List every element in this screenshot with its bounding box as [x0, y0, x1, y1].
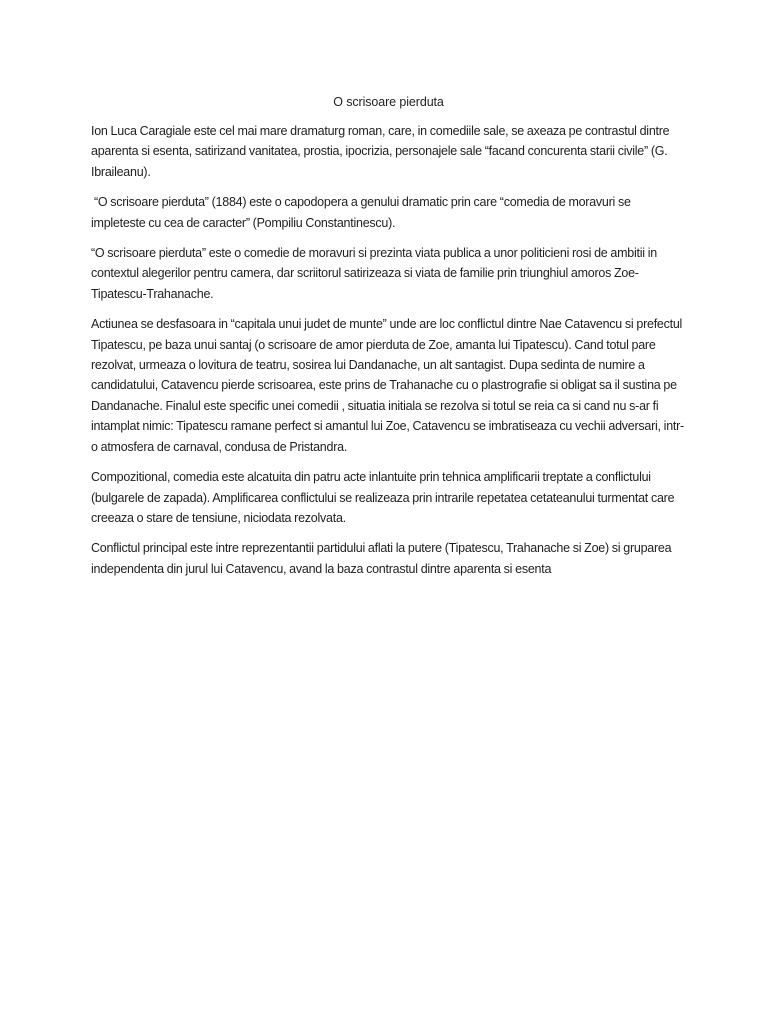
paragraph-1: Ion Luca Caragiale este cel mai mare dramaturg roman, care, in comediile sale, se axeaza pe contrastul dintre aparenta si esenta, satirizand vanitatea, prostia, ipocrizia, personajele sale “facand concurenta starii civile” (G. Ibraileanu). [91, 124, 673, 179]
paragraph-5: Compozitional, comedia este alcatuita din patru acte inlantuite prin tehnica amplificarii treptate a conflictului (bulgarele de zapada). Amplificarea conflictului se realizeaza prin intrarile repetatea cetateanului turmentat care creeaza o stare de tensiune, niciodata rezolvata. [91, 470, 678, 525]
paragraph-6: Conflictul principal este intre reprezentantii partidului aflati la putere (Tipatescu, Trahanache si Zoe) si gruparea independenta din jurul lui Catavencu, avand la baza contrastul dintre aparenta si esenta [91, 541, 675, 576]
paragraph-4: Actiunea se desfasoara in “capitala unui judet de munte” unde are loc conflictul dintre Nae Catavencu si prefectul Tipatescu, pe baza unui santaj (o scrisoare de amor pierduta de Zoe, amanta lui Tipatescu). Cand totul pare rezolvat, urmeaza o lovitura de teatru, sosirea lui Dandanache, un alt santagist. Dupa sedinta de numire a candidatului, Catavencu pierde scrisoarea, este prins de Trahanache cu o plastrografie si obligat sa il sustina pe Dandanache. Finalul este specific unei comedii , situatia initiala se rezolva si totul se reia ca si cand nu s-ar fi intamplat nimic: Tipatescu ramane perfect si amantul lui Zoe, Catavencu se imbratiseaza cu vechii adversari, intr-o atmosfera de carnaval, condusa de Pristandra. [91, 317, 685, 454]
paragraph-3: “O scrisoare pierduta” este o comedie de moravuri si prezinta viata publica a unor politicieni rosi de ambitii in contextul alegerilor pentru camera, dar scriitorul satirizeaza si viata de familie prin triunghiul amoros Zoe-Tipatescu-Trahanache. [91, 246, 660, 301]
document-title: O scrisoare pierduta [333, 95, 444, 109]
paragraph-2: “O scrisoare pierduta” (1884) este o capodopera a genului dramatic prin care “comedia de moravuri se impleteste cu cea de caracter” (Pompiliu Constantinescu). [91, 195, 634, 230]
